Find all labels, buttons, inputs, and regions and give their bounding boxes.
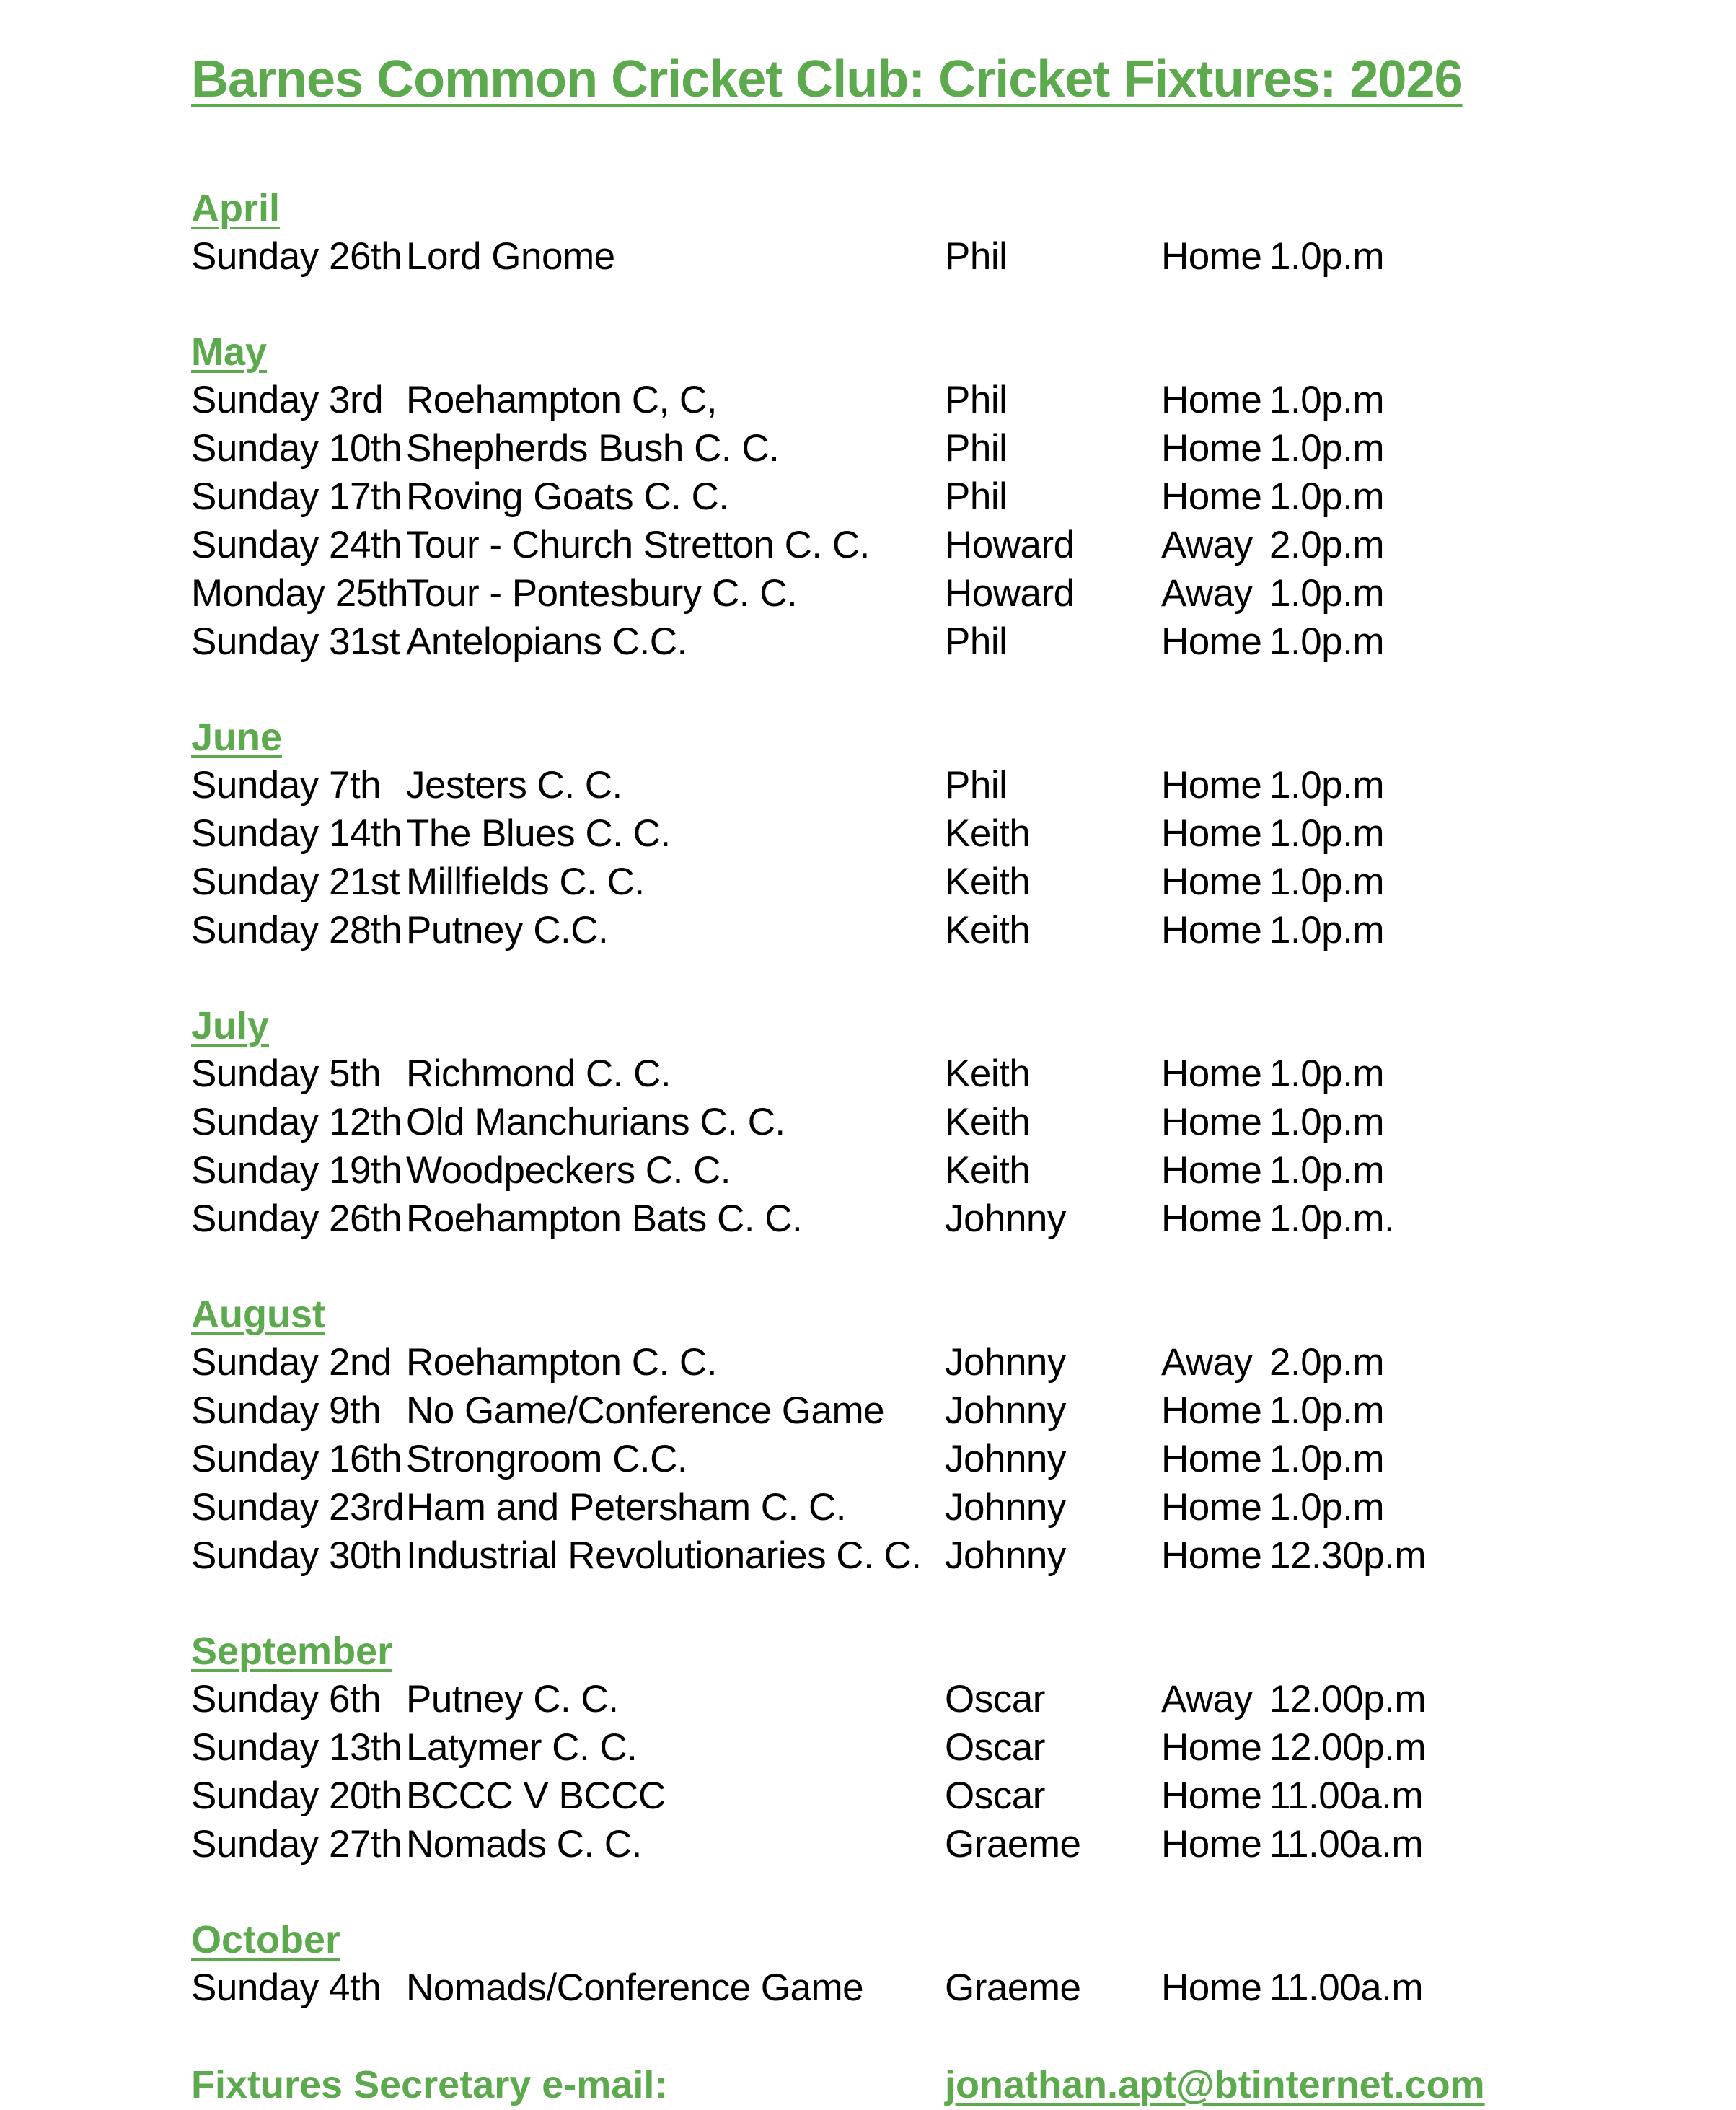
fixture-date: Sunday 14th xyxy=(191,812,402,855)
fixture-time: 1.0p.m xyxy=(1269,427,1385,470)
fixture-venue: Home xyxy=(1161,1966,1262,2009)
fixture-captain: Keith xyxy=(945,1101,1031,1143)
month-heading: July xyxy=(191,1004,270,1047)
fixture-date: Sunday 10th xyxy=(191,427,402,470)
fixture-opponent: Millfields C. C. xyxy=(406,861,645,903)
fixture-captain: Johnny xyxy=(945,1534,1066,1577)
fixture-opponent: Tour - Pontesbury C. C. xyxy=(406,572,798,615)
fixture-row xyxy=(191,1050,1634,1098)
fixture-venue: Home xyxy=(1161,1052,1262,1095)
email-link[interactable]: jonathan.apt@btinternet.com xyxy=(945,2063,1485,2106)
fixture-row xyxy=(191,617,1634,666)
fixture-row xyxy=(191,376,1634,424)
fixture-venue: Home xyxy=(1161,379,1262,421)
fixture-time: 1.0p.m xyxy=(1269,475,1385,518)
fixture-opponent: BCCC V BCCC xyxy=(406,1775,666,1817)
fixture-time: 1.0p.m xyxy=(1269,1052,1385,1095)
fixture-row xyxy=(191,521,1634,569)
fixture-time: 11.00a.m xyxy=(1269,1823,1424,1865)
fixture-row xyxy=(191,858,1634,906)
fixture-venue: Home xyxy=(1161,1389,1262,1432)
fixture-row xyxy=(191,1820,1634,1868)
fixture-time: 12.00p.m xyxy=(1269,1678,1426,1720)
fixture-captain: Keith xyxy=(945,1149,1031,1192)
fixture-captain: Johnny xyxy=(945,1197,1066,1240)
fixture-opponent: Roehampton C, C, xyxy=(406,379,717,421)
fixture-opponent: The Blues C. C. xyxy=(406,812,671,855)
fixture-row xyxy=(191,1531,1634,1580)
fixture-time: 1.0p.m xyxy=(1269,861,1385,903)
fixture-date: Sunday 27th xyxy=(191,1823,402,1865)
month-heading: May xyxy=(191,330,268,374)
fixture-time: 1.0p.m xyxy=(1269,1486,1385,1529)
fixture-row xyxy=(191,906,1634,954)
fixture-captain: Graeme xyxy=(945,1966,1081,2009)
fixture-row xyxy=(191,1675,1634,1723)
fixture-date: Sunday 13th xyxy=(191,1726,402,1769)
fixture-captain: Howard xyxy=(945,572,1075,615)
fixture-venue: Home xyxy=(1161,1775,1262,1817)
fixture-opponent: Roehampton Bats C. C. xyxy=(406,1197,803,1240)
fixture-opponent: Lord Gnome xyxy=(406,235,615,278)
fixture-row xyxy=(191,472,1634,521)
fixture-venue: Home xyxy=(1161,475,1262,518)
fixture-time: 1.0p.m xyxy=(1269,1438,1385,1480)
month-heading: October xyxy=(191,1918,341,1961)
fixture-captain: Oscar xyxy=(945,1678,1045,1720)
fixture-venue: Home xyxy=(1161,1534,1262,1577)
fixture-row xyxy=(191,1098,1634,1146)
fixture-captain: Graeme xyxy=(945,1823,1081,1865)
fixture-row xyxy=(191,809,1634,858)
fixture-date: Sunday 9th xyxy=(191,1389,382,1432)
fixture-time: 1.0p.m. xyxy=(1269,1197,1395,1240)
fixture-row xyxy=(191,232,1634,281)
fixture-venue: Home xyxy=(1161,909,1262,951)
fixture-row xyxy=(191,569,1634,617)
fixture-captain: Johnny xyxy=(945,1389,1066,1432)
fixture-captain: Keith xyxy=(945,1052,1031,1095)
fixture-opponent: Roehampton C. C. xyxy=(406,1341,717,1384)
month-heading: June xyxy=(191,716,283,759)
fixture-captain: Oscar xyxy=(945,1775,1045,1817)
month-section-april xyxy=(191,185,1634,281)
fixture-row xyxy=(191,1338,1634,1386)
fixture-venue: Home xyxy=(1161,1438,1262,1480)
fixture-date: Monday 25th xyxy=(191,572,408,615)
fixture-venue: Away xyxy=(1161,1678,1253,1720)
fixture-captain: Phil xyxy=(945,235,1008,278)
fixture-venue: Home xyxy=(1161,235,1262,278)
month-heading: August xyxy=(191,1293,325,1336)
fixture-venue: Home xyxy=(1161,1726,1262,1769)
fixture-date: Sunday 30th xyxy=(191,1534,402,1577)
fixture-date: Sunday 16th xyxy=(191,1438,402,1480)
fixture-date: Sunday 23rd xyxy=(191,1486,405,1529)
fixture-time: 11.00a.m xyxy=(1269,1966,1424,2009)
fixture-date: Sunday 28th xyxy=(191,909,402,951)
fixture-venue: Home xyxy=(1161,1486,1262,1529)
fixture-time: 2.0p.m xyxy=(1269,1341,1385,1384)
fixture-opponent: Putney C.C. xyxy=(406,909,609,951)
fixture-opponent: Shepherds Bush C. C. xyxy=(406,427,780,470)
fixture-date: Sunday 12th xyxy=(191,1101,402,1143)
fixture-captain: Howard xyxy=(945,524,1075,566)
fixture-row xyxy=(191,1723,1634,1772)
month-section-july xyxy=(191,1002,1634,1243)
fixture-opponent: Strongroom C.C. xyxy=(406,1438,688,1480)
fixture-row xyxy=(191,1435,1634,1483)
fixture-opponent: Ham and Petersham C. C. xyxy=(406,1486,847,1529)
fixture-date: Sunday 7th xyxy=(191,764,382,806)
fixture-date: Sunday 21st xyxy=(191,861,400,903)
fixture-date: Sunday 26th xyxy=(191,235,402,278)
fixtures-document xyxy=(191,43,1634,2110)
fixture-venue: Home xyxy=(1161,1101,1262,1143)
fixture-date: Sunday 31st xyxy=(191,620,400,663)
fixtures-list xyxy=(191,185,1634,2012)
fixture-captain: Phil xyxy=(945,620,1008,663)
fixture-captain: Johnny xyxy=(945,1438,1066,1480)
fixture-captain: Johnny xyxy=(945,1341,1066,1384)
fixture-captain: Keith xyxy=(945,909,1031,951)
month-heading: September xyxy=(191,1630,393,1673)
month-section-october xyxy=(191,1916,1634,2012)
month-heading: April xyxy=(191,187,281,230)
fixture-opponent: Nomads/Conference Game xyxy=(406,1966,864,2009)
fixture-captain: Phil xyxy=(945,764,1008,806)
fixture-time: 1.0p.m xyxy=(1269,1101,1385,1143)
fixture-venue: Away xyxy=(1161,1341,1253,1384)
fixture-date: Sunday 17th xyxy=(191,475,402,518)
fixture-captain: Johnny xyxy=(945,1486,1066,1529)
fixture-venue: Home xyxy=(1161,812,1262,855)
fixture-venue: Away xyxy=(1161,572,1253,615)
fixture-time: 12.30p.m xyxy=(1269,1534,1426,1577)
fixture-time: 1.0p.m xyxy=(1269,764,1385,806)
fixture-captain: Oscar xyxy=(945,1726,1045,1769)
fixture-row xyxy=(191,1964,1634,2012)
footer xyxy=(191,2060,1634,2110)
month-section-september xyxy=(191,1627,1634,1868)
fixture-row xyxy=(191,1772,1634,1820)
fixture-date: Sunday 2nd xyxy=(191,1341,392,1384)
fixture-time: 1.0p.m xyxy=(1269,1149,1385,1192)
fixture-opponent: Antelopians C.C. xyxy=(406,620,687,663)
fixture-time: 2.0p.m xyxy=(1269,524,1385,566)
fixture-row xyxy=(191,761,1634,809)
fixture-date: Sunday 3rd xyxy=(191,379,384,421)
fixture-time: 11.00a.m xyxy=(1269,1775,1424,1817)
fixture-row xyxy=(191,1386,1634,1435)
month-section-august xyxy=(191,1291,1634,1580)
fixture-opponent: Latymer C. C. xyxy=(406,1726,638,1769)
fixture-venue: Home xyxy=(1161,764,1262,806)
fixture-date: Sunday 20th xyxy=(191,1775,402,1817)
fixture-date: Sunday 24th xyxy=(191,524,402,566)
fixture-opponent: Tour - Church Stretton C. C. xyxy=(406,524,870,566)
page-title: Barnes Common Cricket Club: Cricket Fixtures: 2026 xyxy=(191,50,1463,108)
fixture-opponent: Industrial Revolutionaries C. C. xyxy=(406,1534,922,1577)
fixture-captain: Phil xyxy=(945,379,1008,421)
fixture-venue: Home xyxy=(1161,1197,1262,1240)
footer-label: Fixtures Secretary e-mail: xyxy=(191,2063,668,2106)
fixture-time: 1.0p.m xyxy=(1269,379,1385,421)
fixture-captain: Phil xyxy=(945,475,1008,518)
fixture-opponent: Richmond C. C. xyxy=(406,1052,671,1095)
fixture-opponent: Woodpeckers C. C. xyxy=(406,1149,731,1192)
fixture-time: 1.0p.m xyxy=(1269,620,1385,663)
fixture-date: Sunday 5th xyxy=(191,1052,382,1095)
fixture-date: Sunday 6th xyxy=(191,1678,382,1720)
fixture-row xyxy=(191,1483,1634,1531)
fixture-opponent: Jesters C. C. xyxy=(406,764,622,806)
fixture-venue: Away xyxy=(1161,524,1253,566)
fixture-time: 1.0p.m xyxy=(1269,909,1385,951)
fixture-venue: Home xyxy=(1161,1823,1262,1865)
fixture-captain: Keith xyxy=(945,812,1031,855)
fixture-time: 1.0p.m xyxy=(1269,1389,1385,1432)
month-section-may xyxy=(191,328,1634,666)
fixture-time: 1.0p.m xyxy=(1269,812,1385,855)
fixture-time: 1.0p.m xyxy=(1269,572,1385,615)
fixture-row xyxy=(191,1146,1634,1195)
fixture-date: Sunday 4th xyxy=(191,1966,382,2009)
fixture-date: Sunday 26th xyxy=(191,1197,402,1240)
fixture-opponent: Old Manchurians C. C. xyxy=(406,1101,785,1143)
fixture-venue: Home xyxy=(1161,1149,1262,1192)
fixture-time: 1.0p.m xyxy=(1269,235,1385,278)
fixture-venue: Home xyxy=(1161,861,1262,903)
fixture-opponent: Putney C. C. xyxy=(406,1678,619,1720)
fixture-row xyxy=(191,424,1634,472)
fixture-date: Sunday 19th xyxy=(191,1149,402,1192)
fixture-captain: Keith xyxy=(945,861,1031,903)
fixture-row xyxy=(191,1195,1634,1243)
fixture-opponent: Nomads C. C. xyxy=(406,1823,642,1865)
month-section-june xyxy=(191,713,1634,954)
fixture-time: 12.00p.m xyxy=(1269,1726,1426,1769)
fixture-venue: Home xyxy=(1161,427,1262,470)
fixture-venue: Home xyxy=(1161,620,1262,663)
fixture-opponent: Roving Goats C. C. xyxy=(406,475,729,518)
fixture-captain: Phil xyxy=(945,427,1008,470)
fixture-opponent: No Game/Conference Game xyxy=(406,1389,885,1432)
